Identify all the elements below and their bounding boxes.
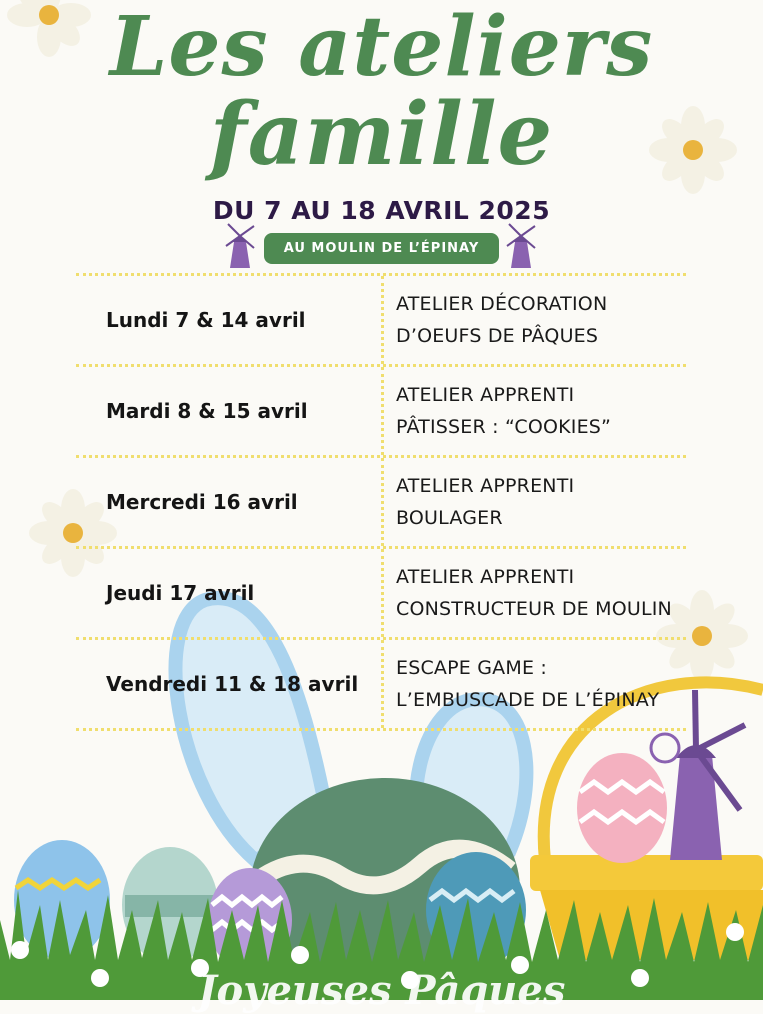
windmill-icon xyxy=(222,222,258,270)
row-date: Jeudi 17 avril xyxy=(106,581,255,605)
activity-line: PÂTISSER : “COOKIES” xyxy=(396,416,612,438)
activity-line: BOULAGER xyxy=(396,507,503,529)
easter-egg-icon xyxy=(577,753,667,863)
row-activity xyxy=(381,276,686,364)
activity-line: ATELIER APPRENTI xyxy=(396,566,575,588)
table-row xyxy=(76,455,686,546)
activity-line: ATELIER APPRENTI xyxy=(396,475,575,497)
row-activity xyxy=(381,458,686,546)
date-range: DU 7 AU 18 AVRIL 2025 xyxy=(212,196,551,225)
page-title: Les ateliers xyxy=(109,0,654,95)
row-activity xyxy=(381,640,686,728)
row-date: Vendredi 11 & 18 avril xyxy=(106,672,359,696)
schedule-table xyxy=(76,273,686,731)
row-activity xyxy=(381,549,686,637)
table-row xyxy=(76,637,686,731)
row-activity xyxy=(381,367,686,455)
activity-line: CONSTRUCTEUR DE MOULIN xyxy=(396,598,672,620)
table-row xyxy=(76,364,686,455)
row-date: Mardi 8 & 15 avril xyxy=(106,399,308,423)
row-date: Mercredi 16 avril xyxy=(106,490,298,514)
activity-line: ATELIER APPRENTI xyxy=(396,384,575,406)
row-date: Lundi 7 & 14 avril xyxy=(106,308,306,332)
activity-line: D’OEUFS DE PÂQUES xyxy=(396,325,599,347)
table-row xyxy=(76,546,686,637)
activity-line: L’EMBUSCADE DE L’ÉPINAY xyxy=(396,689,660,711)
footer-title: Joyeuses Pâques xyxy=(197,967,566,1014)
location-badge: AU MOULIN DE L’ÉPINAY xyxy=(264,233,499,264)
page-title-line2: famille xyxy=(209,84,554,185)
activity-line: ATELIER DÉCORATION xyxy=(396,293,608,315)
table-row xyxy=(76,273,686,364)
windmill-icon xyxy=(503,222,539,270)
activity-line: ESCAPE GAME : xyxy=(396,657,547,679)
